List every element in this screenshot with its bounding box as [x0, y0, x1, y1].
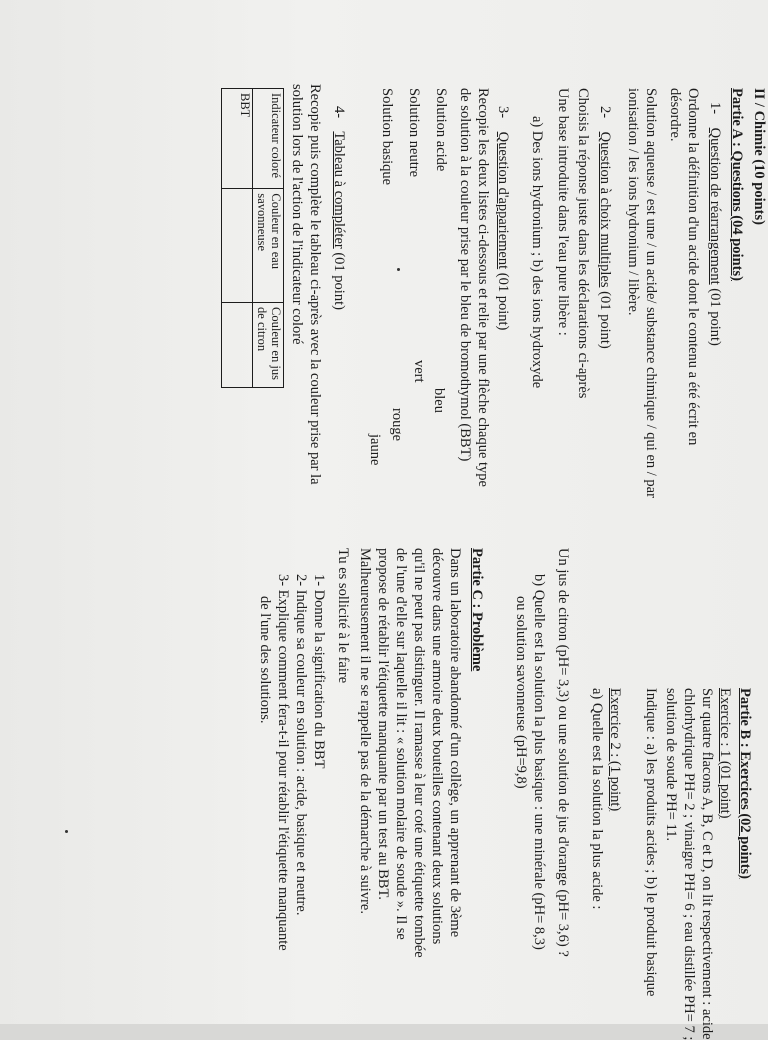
task-1: 1- Donne la signification du BBT — [311, 574, 327, 769]
task-2: 2- Indique sa couleur en solution : acide, basique et neutre. — [293, 574, 309, 916]
q2-number: 2- — [597, 106, 613, 119]
problem-line4: de l'une d'elle sur laquelle il lit : « solution molaire de soude ». Il se — [393, 548, 409, 940]
q3-heading — [493, 106, 512, 330]
q1-heading — [705, 102, 724, 346]
table-header-cell: Couleur en eau savonneuse — [253, 189, 284, 303]
problem-line3: qu'il ne peut pas distinguer. Il ramasse à leur coté une étiquette tombée — [411, 548, 427, 958]
q4-points: (01 point) — [331, 252, 347, 310]
match-left-neutre: Solution neutre — [406, 88, 422, 178]
match-right-bleu: bleu — [431, 388, 447, 413]
problem-line2: découvre dans une armoire deux bouteilles contenant deux solutions — [429, 548, 445, 945]
q2-instruction: Choisis la réponse juste dans les déclarations ci-après — [575, 88, 591, 399]
scan-speck — [65, 830, 68, 833]
q4-instruction-line1: Recopie puis complète le tableau ci-après avec la couleur prise par la — [307, 84, 323, 485]
q3-instruction-line1: Recopie les deux listes ci-dessous et relie par une flèche chaque type — [475, 88, 491, 487]
part-b-title: Partie B : Exercices (02 points) — [737, 688, 753, 880]
q3-title: Question d'appariement — [495, 131, 511, 270]
table-header-cell: Indicateur coloré — [253, 89, 284, 189]
q3-instruction-line2: de solution à la couleur prise par le bleu de bromothymol (BBT) — [457, 88, 473, 462]
table-cell: BBT — [222, 89, 253, 189]
task-3: 3- Explique comment fera-t-il pour rétablir l'étiquette manquante — [275, 574, 291, 951]
q1-instruction-line1: Ordonne la définition d'un acide dont le contenu a été écrit en — [685, 88, 701, 446]
q4-instruction-line2: solution lors de l'action de l'indicateur coloré — [289, 84, 305, 345]
table-cell — [222, 189, 253, 303]
table-header-row — [253, 89, 284, 388]
q2-stem: Une base introduite dans l'eau pure libère : — [555, 88, 571, 336]
problem-line1: Dans un laboratoire abandonné d'un collège, un apprenant de 3ème — [447, 548, 463, 938]
section-title: II / Chimie (10 points) — [751, 88, 767, 225]
exercise1-line3: solution de soude PH= 11. — [663, 688, 679, 842]
task-3-continued: de l'une des solutions. — [257, 596, 273, 724]
scan-speck — [397, 268, 400, 271]
q2-heading — [595, 106, 614, 349]
match-left-basique: Solution basique — [379, 88, 395, 186]
q1-title: Question de réarrangement — [707, 127, 723, 285]
q2-title: Question à choix multiples — [597, 131, 613, 288]
q3-points: (01 point) — [495, 272, 511, 331]
q1-words-line2: ionisation / les ions hydronium / libère. — [625, 88, 641, 316]
exercise2-question-a: a) Quelle est la solution la plus acide : — [589, 688, 605, 910]
problem-line6: Malheureusement il ne se rappelle pas de la démarche à suivre. — [357, 548, 373, 914]
table-cell — [222, 303, 253, 388]
problem-intro: Tu es sollicité à le faire — [335, 548, 351, 684]
table-row — [222, 89, 253, 388]
problem-line5: propose de rétablir l'étiquette manquante par un test au BBT. — [375, 548, 391, 900]
exercise1-line2: chlorhydrique PH= 2 ; vinaigre PH= 6 ; eau distillée PH= 7 ; — [681, 688, 697, 1040]
exercise2-question-b-line1: b) Quelle est la solution la plus basique : une minérale (pH= 8,3) — [531, 574, 547, 950]
table-header-cell: Couleur en jus de citron — [253, 303, 284, 388]
q1-words-line1: Solution aqueuse / est une / un acide/ substance chimique / qui en / par — [643, 88, 659, 498]
q4-number: 4- — [331, 106, 347, 119]
q1-points: (01 point) — [707, 288, 723, 346]
q4-heading — [329, 106, 348, 310]
exercise1-line4: Indique : a) les produits acides ; b) le produit basique — [643, 688, 659, 997]
q1-number: 1- — [707, 102, 723, 115]
match-right-rouge: rouge — [389, 408, 405, 442]
match-left-acide: Solution acide — [433, 88, 449, 172]
exercise1-line1: Sur quatre flacons A, B, C et D, on lit respectivement : acide — [699, 688, 715, 1040]
part-a-title: Partie A : Questions (04 points) — [729, 88, 745, 281]
exercise2-title: Exercice 2 : (1 point) — [607, 688, 623, 812]
q1-instruction-line2: désordre. — [667, 88, 683, 142]
q2-options: a) Des ions hydronium ; b) des ions hydroxyde — [529, 116, 545, 389]
q3-number: 3- — [495, 106, 511, 119]
color-table — [221, 88, 284, 388]
exercise1-title: Exercice : 1 (01 point) — [717, 688, 733, 819]
q4-title: Tableau à compléter — [331, 131, 347, 249]
q2-points: (01 point) — [597, 291, 613, 349]
match-right-vert: vert — [411, 360, 427, 383]
match-right-jaune: jaune — [367, 434, 383, 466]
exercise2-question-a-detail: Un jus de citron (pH= 3,3) ou une solution de jus d'orange (pH= 3,6) ? — [555, 548, 571, 957]
exercise2-question-b-line2: ou solution savonneuse (pH=9,8) — [513, 596, 529, 789]
part-c-title: Partie C : Problème — [469, 548, 485, 672]
